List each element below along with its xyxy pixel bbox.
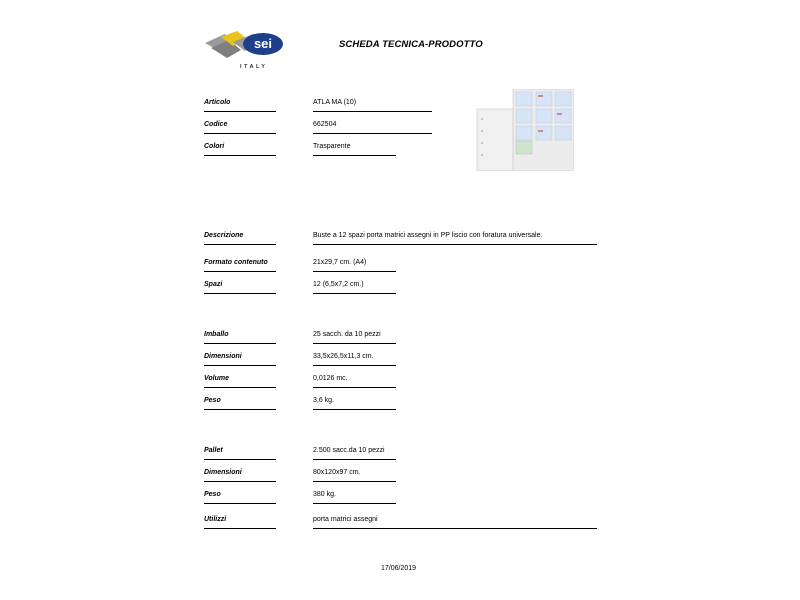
label-articolo: Articolo bbox=[204, 98, 276, 112]
value-pallet: 2.500 sacc.da 10 pezzi bbox=[313, 446, 396, 460]
label-dimensioni-imballo: Dimensioni bbox=[204, 352, 276, 366]
value-utilizzi: porta matrici assegni bbox=[313, 515, 597, 529]
value-volume: 0,0126 mc. bbox=[313, 374, 396, 388]
value-spazi: 12 (6,5x7,2 cm.) bbox=[313, 280, 396, 294]
product-image bbox=[476, 89, 574, 171]
label-spazi: Spazi bbox=[204, 280, 276, 294]
label-formato-contenuto: Formato contenuto bbox=[204, 258, 276, 272]
value-dimensioni-pallet: 80x120x97 cm. bbox=[313, 468, 396, 482]
logo-subtext: ITALY bbox=[240, 64, 268, 70]
value-formato-contenuto: 21x29,7 cm. (A4) bbox=[313, 258, 396, 272]
label-peso-imballo: Peso bbox=[204, 396, 276, 410]
value-articolo: ATLA MA (10) bbox=[313, 98, 432, 112]
label-utilizzi: Utilizzi bbox=[204, 515, 276, 529]
sheet-protector-image bbox=[476, 89, 574, 171]
label-descrizione: Descrizione bbox=[204, 231, 276, 245]
value-peso-imballo: 3,6 kg. bbox=[313, 396, 396, 410]
logo-text: sei bbox=[253, 36, 273, 51]
value-descrizione: Buste a 12 spazi porta matrici assegni in PP liscio con foratura universale. bbox=[313, 231, 597, 245]
footer-date: 17/06/2019 bbox=[381, 565, 417, 572]
value-peso-pallet: 380 kg. bbox=[313, 490, 396, 504]
label-dimensioni-pallet: Dimensioni bbox=[204, 468, 276, 482]
value-dimensioni-imballo: 33,5x26,5x11,3 cm. bbox=[313, 352, 396, 366]
label-codice: Codice bbox=[204, 120, 276, 134]
label-pallet: Pallet bbox=[204, 446, 276, 460]
value-codice: 662504 bbox=[313, 120, 432, 134]
label-imballo: Imballo bbox=[204, 330, 276, 344]
value-colori: Trasparente bbox=[313, 142, 396, 156]
label-volume: Volume bbox=[204, 374, 276, 388]
label-peso-pallet: Peso bbox=[204, 490, 276, 504]
value-imballo: 25 sacch. da 10 pezzi bbox=[313, 330, 396, 344]
page-title: SCHEDA TECNICA-PRODOTTO bbox=[339, 39, 483, 50]
label-colori: Colori bbox=[204, 142, 276, 156]
